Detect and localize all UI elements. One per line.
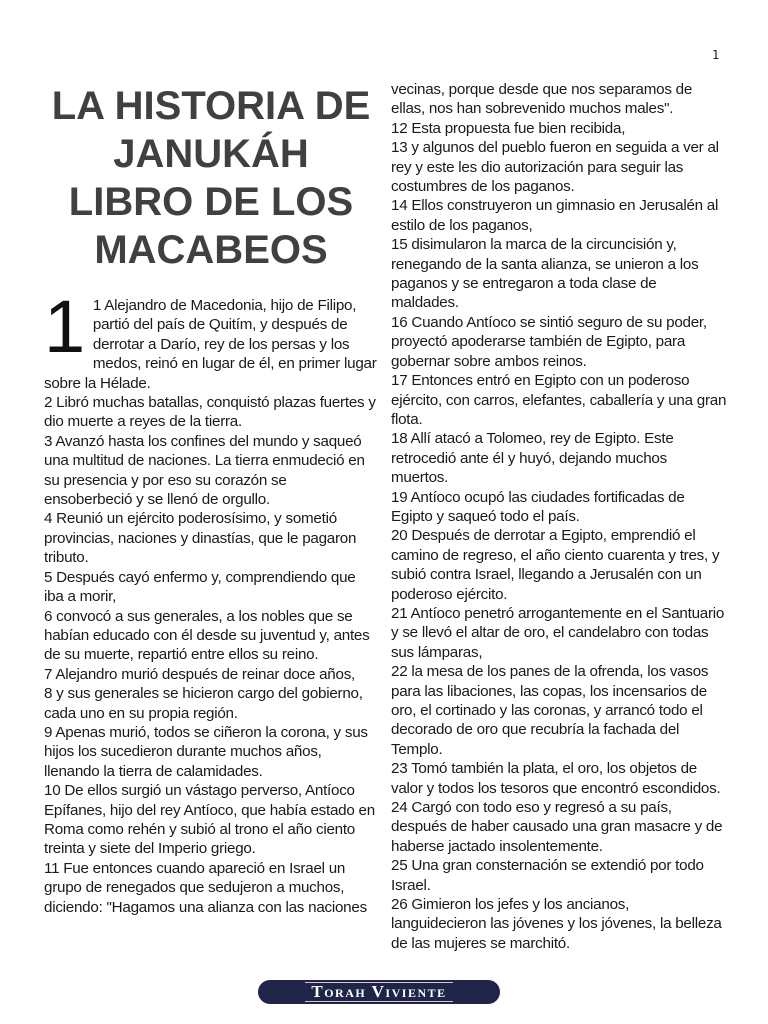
verse: 9 Apenas murió, todos se ciñeron la corona, y sus hijos los sucedieron durante muchos años, llenando la tierra de calamidades.	[44, 723, 368, 780]
verse: 18 Allí atacó a Tolomeo, rey de Egipto. Este retrocedió ante él y huyó, dejando muchos muertos.	[391, 430, 674, 487]
page-number: 1	[712, 48, 720, 62]
chapter-dropcap: 1	[44, 285, 85, 368]
verse: 21 Antíoco penetró arrogantemente en el Santuario y se llevó el altar de oro, el candelabro con todas sus lámparas,	[391, 604, 725, 661]
verse: 16 Cuando Antíoco se sintió seguro de su poder, proyectó apoderarse también de Egipto, para gobernar sobre ambos reinos.	[391, 313, 707, 370]
logo-text: Torah Viviente	[305, 982, 452, 1002]
torah-viviente-logo	[258, 980, 500, 1004]
verse: 14 Ellos construyeron un gimnasio en Jerusalén al estilo de los paganos,	[391, 197, 719, 234]
verse: 2 Libró muchas batallas, conquistó plazas fuertes y dio muerte a reyes de la tierra.	[44, 394, 376, 431]
verse: 25 Una gran consternación se extendió por todo Israel.	[391, 857, 704, 894]
right-text	[391, 80, 727, 953]
verse: 19 Antíoco ocupó las ciudades fortificadas de Egipto y saqueó todo el país.	[391, 488, 685, 525]
verse: 5 Después cayó enfermo y, comprendiendo que iba a morir,	[44, 568, 356, 606]
verse: 22 la mesa de los panes de la ofrenda, los vasos para las libaciones, las copas, los incensarios de oro, el cortinado y las coronas, y arrancó todo el decorado de oro que recubría la fachada del Templo.	[391, 663, 709, 758]
verse: 6 convocó a sus generales, a los nobles que se habían educado con él desde su juventud y, antes de su muerte, repartió entre ellos su reino.	[44, 607, 370, 664]
title-line-3: LIBRO DE LOS	[68, 180, 354, 224]
verse: 3 Avanzó hasta los confines del mundo y saqueó una multitud de naciones. La tierra enmudeció en su presencia y por eso su corazón se ensoberbeció y se llenó de orgullo.	[44, 432, 365, 509]
verse: 20 Después de derrotar a Egipto, emprendió el camino de regreso, el año ciento cuarenta y tres, y subió contra Israel, llegando a Jerusalén con un poderoso ejército.	[391, 527, 720, 603]
verse: 10 De ellos surgió un vástago perverso, Antíoco Epífanes, hijo del rey Antíoco, que había estado en Roma como rehén y subió al trono el año ciento treinta y siete del Imperio griego.	[44, 782, 375, 858]
verse: 24 Cargó con todo eso y regresó a su país, después de haber causado una gran masacre y de haberse jactado insolentemente.	[391, 799, 723, 855]
verse: 17 Entonces entró en Egipto con un poderoso ejército, con carros, elefantes, caballería y una gran flota.	[391, 372, 727, 428]
verse: vecinas, porque desde que nos separamos de ellas, nos han sobrevenido muchos males".	[391, 81, 693, 118]
verse: 26 Gimieron los jefes y los ancianos, languidecieron las jóvenes y los jóvenes, la belleza de las mujeres se marchitó.	[391, 896, 722, 952]
title-line-4: MACABEOS	[94, 228, 328, 272]
verse: 15 disimularon la marca de la circuncisión y, renegando de la santa alianza, se unieron a los paganos y se entregaron a toda clase de maldades.	[391, 236, 699, 312]
right-column	[391, 80, 727, 953]
verse: 1 Alejandro de Macedonia, hijo de Filipo, partió del país de Quitím, y después de derrotar a Darío, rey de los persas y los medos, reinó en lugar de él, en primer lugar sobre la Hélade.	[44, 297, 377, 392]
verse: 7 Alejandro murió después de reinar doce años,	[44, 665, 356, 683]
verse: 12 Esta propuesta fue bien recibida,	[391, 119, 626, 137]
verse: 8 y sus generales se hicieron cargo del gobierno, cada uno en su propia región.	[44, 685, 363, 722]
page-title	[44, 82, 378, 274]
title-line-1: LA HISTORIA DE	[51, 84, 371, 128]
title-line-2: JANUKÁH	[113, 132, 309, 176]
verse: 11 Fue entonces cuando apareció en Israel un grupo de renegados que sedujeron a muchos, diciendo: "Hagamos una alianza con las naciones	[44, 859, 367, 916]
left-column	[44, 82, 378, 917]
verse: 4 Reunió un ejército poderosísimo, y sometió provincias, naciones y dinastías, que le pagaron tributo.	[44, 510, 357, 567]
verse: 23 Tomó también la plata, el oro, los objetos de valor y todos los tesoros que encontró escondidos.	[391, 760, 721, 797]
verse: 13 y algunos del pueblo fueron en seguida a ver al rey y este les dio autorización para seguir las costumbres de los paganos.	[391, 139, 719, 196]
left-text	[44, 285, 378, 917]
